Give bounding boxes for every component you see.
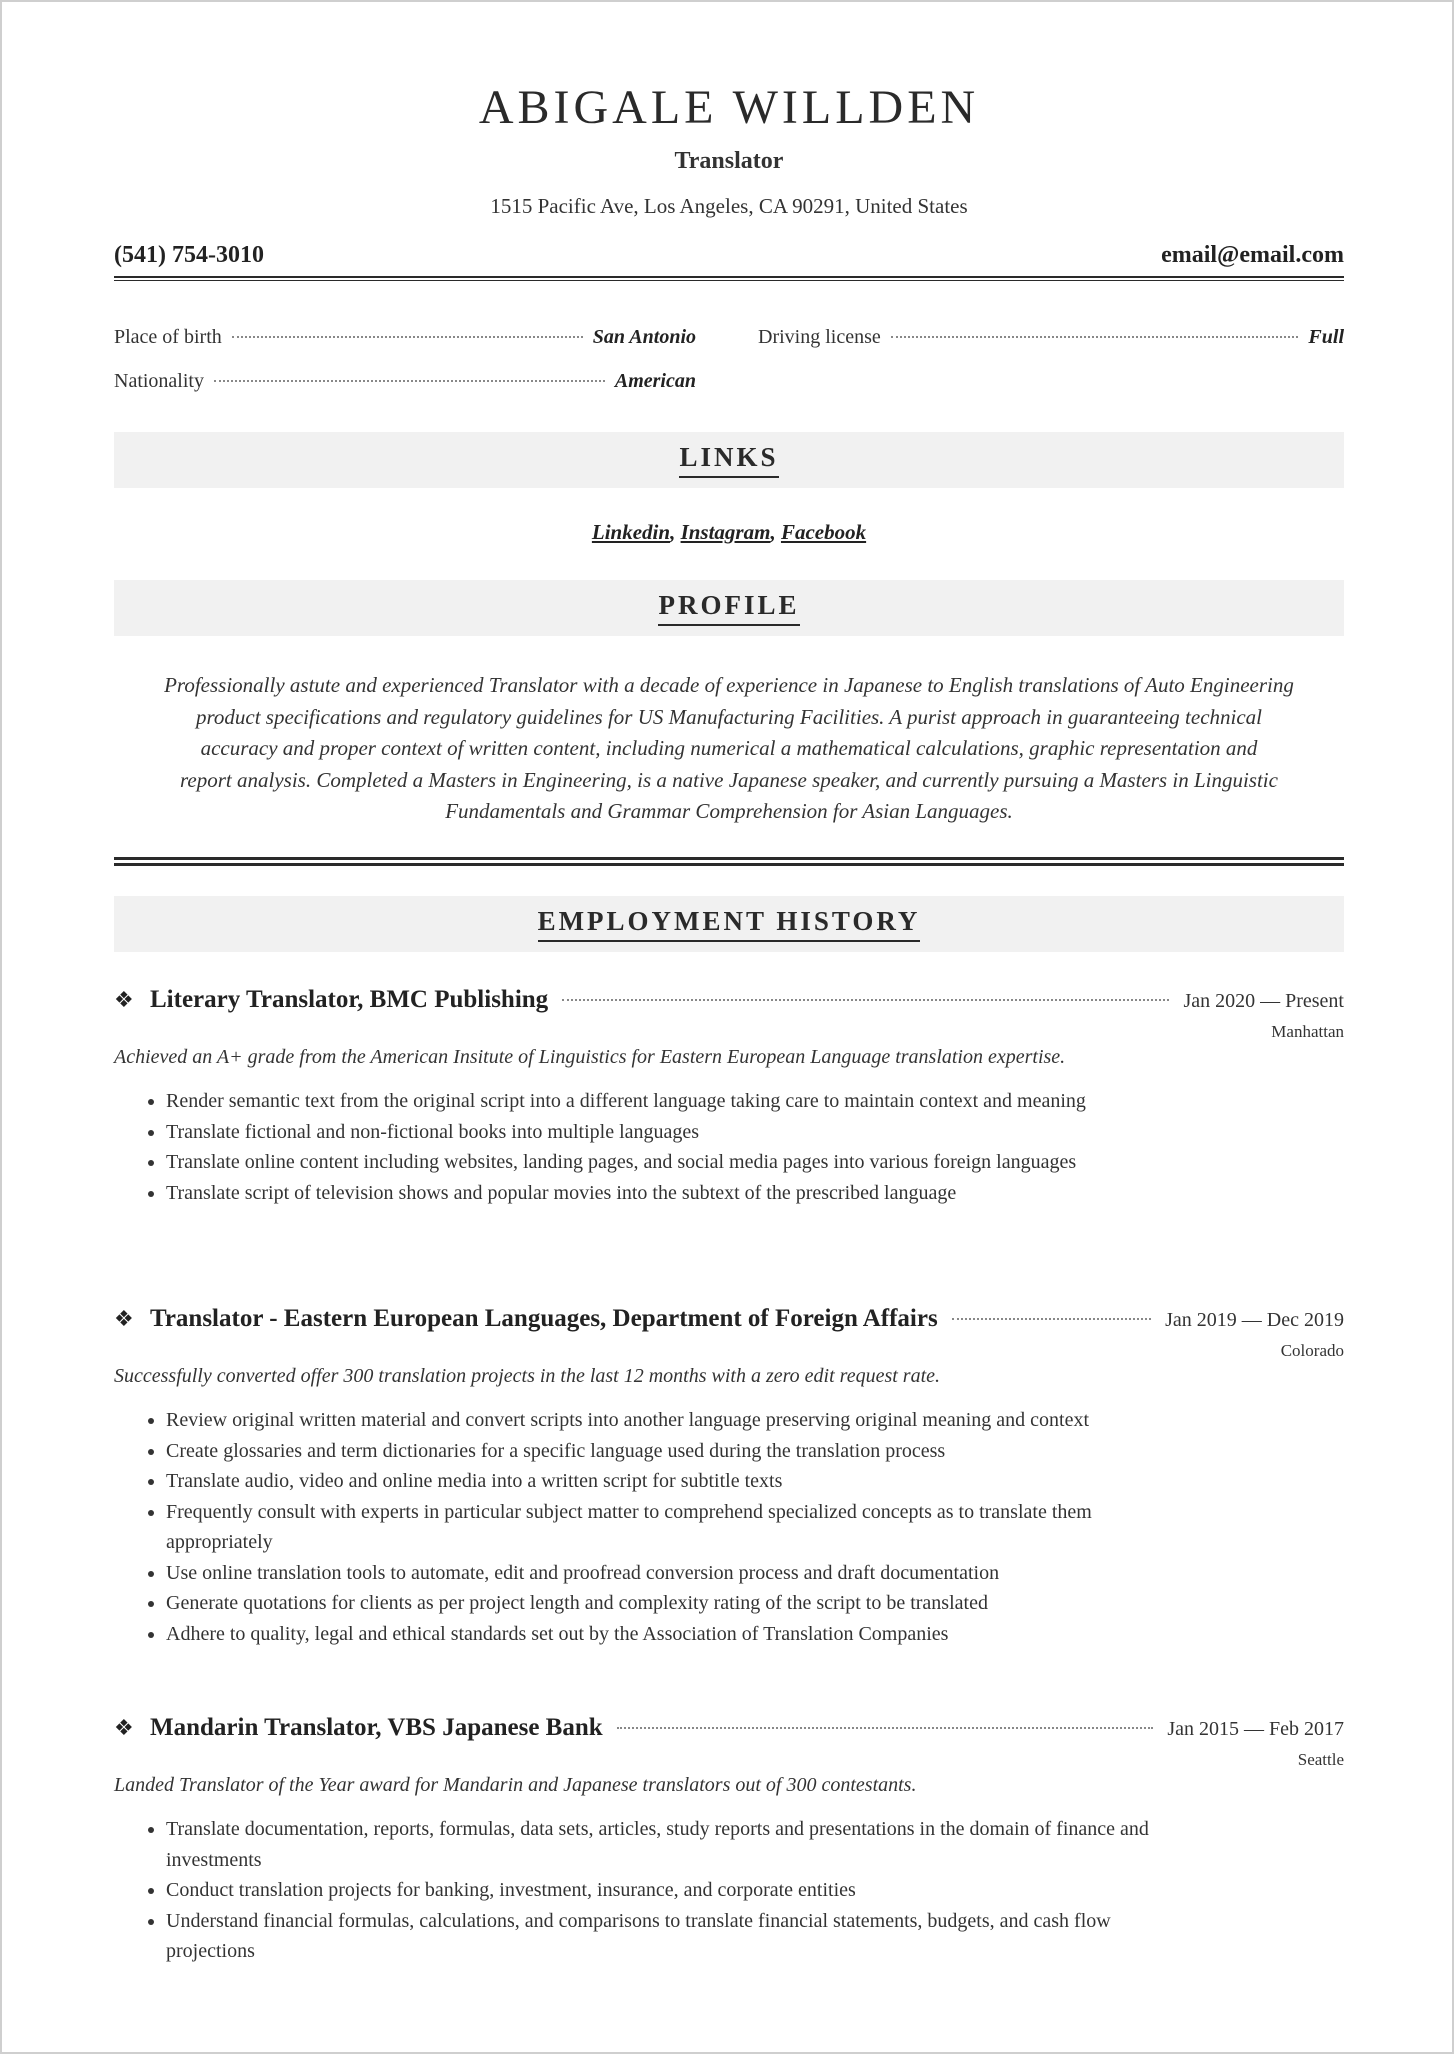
detail-value: American xyxy=(614,370,696,392)
profile-line: report analysis. Completed a Masters in Engineering, is a native Japanese speaker, and currently pursuing a Masters in Linguistic xyxy=(180,767,1278,792)
job-title: Translator - Eastern European Languages, Department of Foreign Affairs xyxy=(150,1305,938,1332)
leader-dots xyxy=(562,999,1169,1001)
list-item: • Translate online content including websites, landing pages, and social media pages into various foreign languages xyxy=(166,1147,1166,1178)
detail-value: San Antonio xyxy=(592,326,696,348)
job-location: Manhattan xyxy=(1271,1022,1344,1041)
list-item: • Translate script of television shows and popular movies into the subtext of the prescribed language xyxy=(166,1178,1166,1209)
links-list: Linkedin, Instagram, Facebook xyxy=(591,520,867,544)
job-entry xyxy=(114,986,1344,1208)
candidate-title: Translator xyxy=(674,148,784,174)
diamond-bullet-icon: ❖ xyxy=(114,1306,134,1331)
link-linkedin[interactable]: Linkedin xyxy=(591,520,671,544)
detail-value: Full xyxy=(1308,326,1344,348)
job-summary: Achieved an A+ grade from the American Insitute of Linguistics for Eastern European Language translation expertise. xyxy=(114,1046,1066,1068)
section-employment-header xyxy=(114,896,1344,952)
list-item: • Use online translation tools to automate, edit and proofread conversion process and draft documentation xyxy=(166,1558,1166,1589)
profile-line: product specifications and regulatory guidelines for US Manufacturing Facilities. A purist approach in guaranteeing technical xyxy=(195,704,1263,729)
section-profile-header xyxy=(114,580,1344,636)
section-links-header xyxy=(114,432,1344,488)
job-header xyxy=(114,1714,1344,1748)
section-title: PROFILE xyxy=(658,590,799,626)
job-entry xyxy=(114,1714,1344,1967)
section-divider xyxy=(114,857,1344,866)
candidate-name: ABIGALE WILLDEN xyxy=(478,81,980,134)
detail-driving-license xyxy=(758,326,1344,354)
detail-place-of-birth xyxy=(114,326,696,354)
leader-dots xyxy=(214,380,605,382)
contact-divider xyxy=(114,276,1344,281)
job-duties xyxy=(114,1814,1166,1967)
profile-line: Professionally astute and experienced Translator with a decade of experience in Japanese to English translations of Auto Engineering xyxy=(164,673,1294,697)
job-header xyxy=(114,986,1344,1020)
list-item: • Render semantic text from the original script into a different language taking care to maintain context and meaning xyxy=(166,1086,1166,1117)
profile-line: Fundamentals and Grammar Comprehension for Asian Languages. xyxy=(445,799,1013,823)
job-entry xyxy=(114,1305,1344,1649)
job-header xyxy=(114,1305,1344,1339)
profile-summary xyxy=(144,670,1314,828)
leader-dots xyxy=(617,1727,1154,1729)
detail-label: Nationality xyxy=(114,370,204,392)
list-item: • Translate documentation, reports, formulas, data sets, articles, study reports and presentations in the domain of finance and investments xyxy=(166,1814,1166,1875)
detail-nationality xyxy=(114,370,696,398)
list-item: • Adhere to quality, legal and ethical standards set out by the Association of Translation Companies xyxy=(166,1619,1166,1650)
job-location: Colorado xyxy=(1280,1341,1344,1360)
job-dates: Jan 2019 — Dec 2019 xyxy=(1165,1309,1344,1331)
list-item: • Generate quotations for clients as per project length and complexity rating of the script to be translated xyxy=(166,1588,1166,1619)
list-item: • Frequently consult with experts in particular subject matter to comprehend specialized concepts as to translate them appropriately xyxy=(166,1497,1166,1558)
job-title: Mandarin Translator, VBS Japanese Bank xyxy=(150,1714,603,1741)
job-duties xyxy=(114,1086,1166,1208)
job-dates: Jan 2020 — Present xyxy=(1183,990,1344,1012)
list-item: • Translate audio, video and online media into a written script for subtitle texts xyxy=(166,1466,1166,1497)
list-item: • Translate fictional and non-fictional books into multiple languages xyxy=(166,1117,1166,1148)
diamond-bullet-icon: ❖ xyxy=(114,987,134,1012)
detail-label: Place of birth xyxy=(114,326,222,348)
link-instagram[interactable]: Instagram xyxy=(680,520,771,544)
job-summary: Successfully converted offer 300 translation projects in the last 12 months with a zero edit request rate. xyxy=(114,1365,941,1387)
detail-label: Driving license xyxy=(758,326,881,348)
diamond-bullet-icon: ❖ xyxy=(114,1715,134,1740)
profile-line: accuracy and proper context of written content, including numerical a mathematical calculations, graphic representation and xyxy=(200,736,1258,760)
job-location: Seattle xyxy=(1297,1750,1344,1769)
list-item: • Create glossaries and term dictionaries for a specific language used during the translation process xyxy=(166,1436,1166,1467)
email-address[interactable]: email@email.com xyxy=(1161,242,1344,268)
list-item: • Understand financial formulas, calculations, and comparisons to translate financial statements, budgets, and cash flow projections xyxy=(166,1906,1166,1967)
job-dates: Jan 2015 — Feb 2017 xyxy=(1167,1718,1344,1740)
leader-dots xyxy=(232,336,583,338)
list-item: • Conduct translation projects for banking, investment, insurance, and corporate entities xyxy=(166,1875,1166,1906)
address: 1515 Pacific Ave, Los Angeles, CA 90291, United States xyxy=(490,194,968,218)
contact-row xyxy=(114,242,1344,272)
job-summary: Landed Translator of the Year award for Mandarin and Japanese translators out of 300 contestants. xyxy=(114,1774,917,1796)
leader-dots xyxy=(891,336,1299,338)
section-title: LINKS xyxy=(679,442,778,478)
leader-dots xyxy=(952,1318,1151,1320)
section-title: EMPLOYMENT HISTORY xyxy=(538,906,921,942)
phone-number: (541) 754-3010 xyxy=(114,242,264,268)
job-title: Literary Translator, BMC Publishing xyxy=(150,986,549,1013)
job-duties xyxy=(114,1405,1166,1649)
link-facebook[interactable]: Facebook xyxy=(780,520,867,544)
list-item: • Review original written material and convert scripts into another language preserving original meaning and context xyxy=(166,1405,1166,1436)
